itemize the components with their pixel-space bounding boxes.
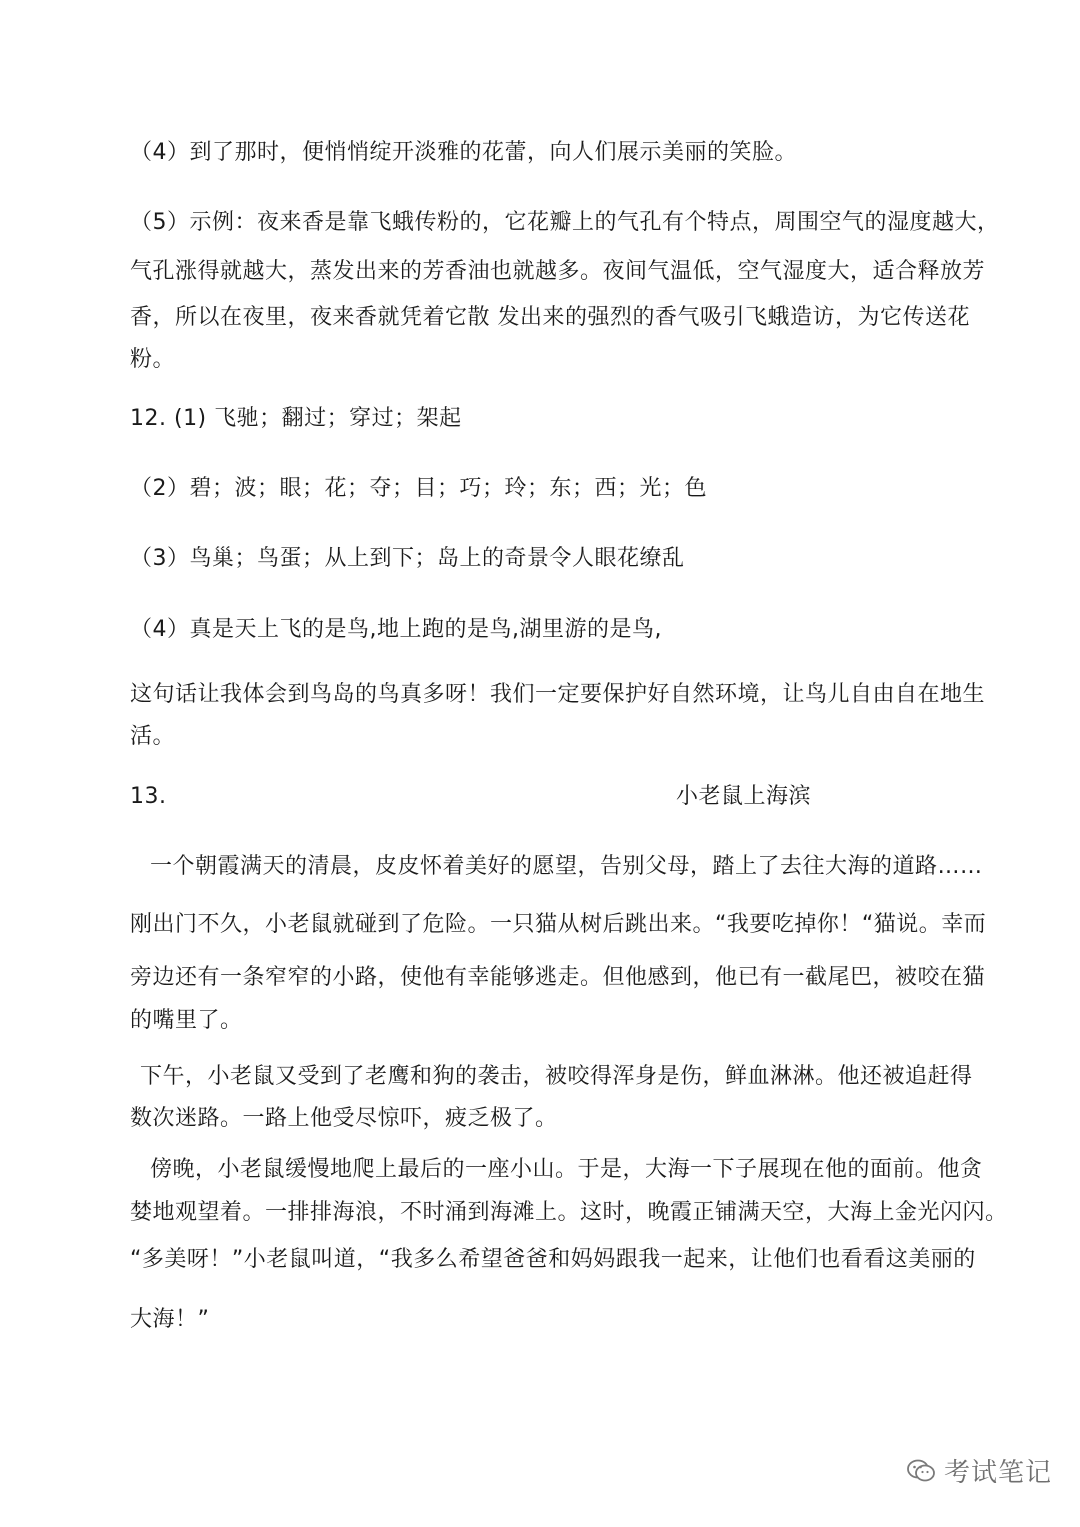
story-paragraph-3-line-3: “多美呀！”小老鼠叫道，“我多么希望爸爸和妈妈跟我一起来，让他们也看看这美丽的 bbox=[130, 1247, 976, 1272]
story-paragraph-2-line-1: 下午，小老鼠又受到了老鹰和狗的袭击，被咬得浑身是伤，鲜血淋淋。他还被追赶得 bbox=[140, 1064, 973, 1089]
question-12-answer-4-line-2: 这句话让我体会到鸟岛的鸟真多呀！我们一定要保护好自然环境，让鸟儿自由自在地生 bbox=[130, 682, 986, 707]
story-paragraph-1-line-3: 旁边还有一条窄窄的小路，使他有幸能够逃走。但他感到，他已有一截尾巴，被咬在猫 bbox=[130, 965, 986, 990]
question-12-answer-1: 12. (1) 飞驰；翻过；穿过；架起 bbox=[130, 406, 462, 431]
story-paragraph-1-line-1: 一个朝霞满天的清晨，皮皮怀着美好的愿望，告别父母，踏上了去往大海的道路…… bbox=[150, 854, 983, 879]
answer-5-line-4: 粉。 bbox=[130, 347, 176, 372]
story-title: 小老鼠上海滨 bbox=[676, 784, 812, 809]
story-paragraph-1-line-4: 的嘴里了。 bbox=[130, 1008, 243, 1033]
story-paragraph-3-line-4: 大海！” bbox=[130, 1307, 210, 1332]
story-paragraph-1-line-2: 刚出门不久，小老鼠就碰到了危险。一只猫从树后跳出来。“我要吃掉你！“猫说。幸而 bbox=[130, 912, 987, 937]
watermark-text: 考试笔记 bbox=[944, 1458, 1053, 1488]
question-12-answer-4-line-3: 活。 bbox=[130, 724, 176, 749]
question-12-answer-3: （3）鸟巢；鸟蛋；从上到下；岛上的奇景令人眼花缭乱 bbox=[130, 546, 685, 571]
watermark bbox=[906, 1452, 1052, 1489]
answer-5-line-1: （5）示例：夜来香是靠飞蛾传粉的，它花瓣上的气孔有个特点，周围空气的湿度越大， bbox=[130, 210, 1000, 235]
answer-5-line-2: 气孔涨得就越大，蒸发出来的芳香油也就越多。夜间气温低，空气湿度大，适合释放芳 bbox=[130, 259, 986, 284]
answer-4-line: （4）到了那时，便悄悄绽开淡雅的花蕾，向人们展示美丽的笑脸。 bbox=[130, 140, 797, 165]
question-12-answer-2: （2）碧；波；眼；花；夺；目；巧；玲；东；西；光；色 bbox=[130, 476, 707, 501]
question-12-answer-4: （4）真是天上飞的是鸟,地上跑的是鸟,湖里游的是鸟, bbox=[130, 617, 662, 642]
story-paragraph-2-line-2: 数次迷路。一路上他受尽惊吓，疲乏极了。 bbox=[130, 1106, 558, 1131]
story-paragraph-3-line-1: 傍晚，小老鼠缓慢地爬上最后的一座小山。于是，大海一下子展现在他的面前。他贪 bbox=[150, 1157, 983, 1182]
question-13-label: 13. bbox=[130, 784, 167, 809]
story-paragraph-3-line-2: 婪地观望着。一排排海浪，不时涌到海滩上。这时，晚霞正铺满天空，大海上金光闪闪。 bbox=[130, 1200, 1008, 1225]
wechat-icon bbox=[906, 1458, 936, 1484]
answer-5-line-3: 香，所以在夜里，夜来香就凭着它散 发出来的强烈的香气吸引飞蛾造访，为它传送花 bbox=[130, 305, 970, 330]
